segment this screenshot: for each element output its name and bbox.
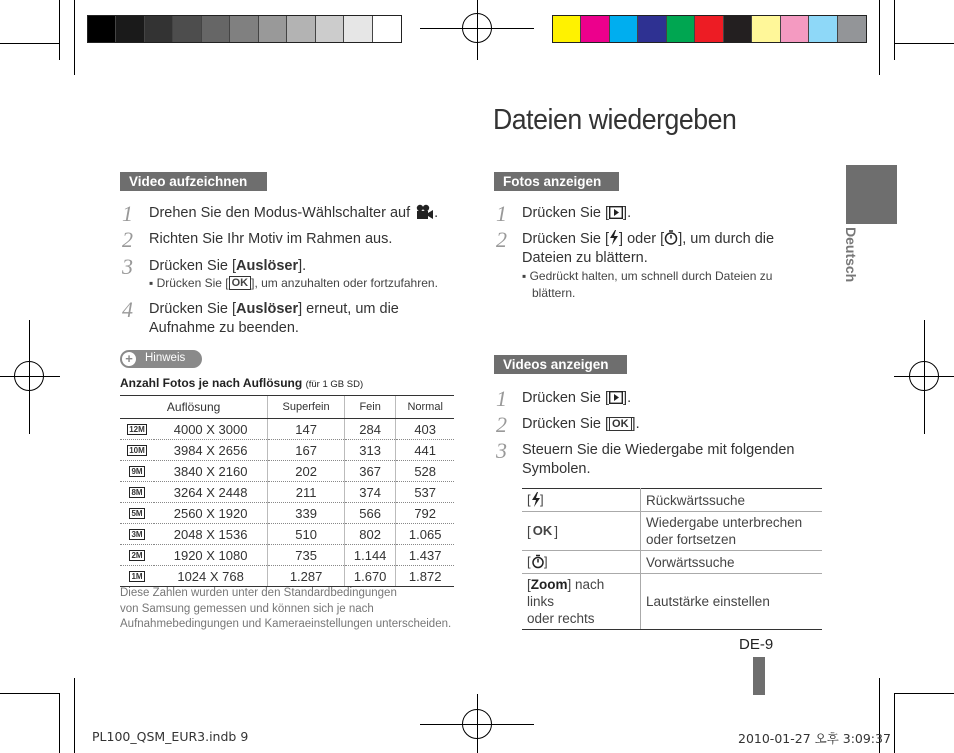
page-number: DE-9 xyxy=(739,636,774,653)
step-text: Drehen Sie den Modus-Wählschalter auf . xyxy=(149,205,439,221)
table-cell: 510 xyxy=(268,524,345,545)
table-row xyxy=(120,545,454,566)
table-cell: 147 xyxy=(268,419,345,440)
table-cell: 1024 X 768 xyxy=(154,566,268,587)
table-row xyxy=(120,524,454,545)
timer-icon xyxy=(527,554,551,569)
table-cell: 202 xyxy=(268,461,345,482)
grayscale-color-bar xyxy=(87,15,402,43)
ok-key-icon: OK xyxy=(532,522,553,538)
table-cell: 802 xyxy=(344,524,395,545)
table-cell: 1.065 xyxy=(396,524,454,545)
resolution-icon: 8M xyxy=(131,487,143,497)
table-cell: 1.872 xyxy=(396,566,454,587)
step-number: 1 xyxy=(496,201,507,226)
table-cell: 339 xyxy=(268,503,345,524)
color-swatch xyxy=(610,16,638,42)
flash-icon xyxy=(609,230,619,245)
table-cell: 3984 X 2656 xyxy=(154,440,268,461)
timer-icon xyxy=(664,230,678,245)
color-swatch xyxy=(553,16,581,42)
resolution-icon: 5M xyxy=(131,508,143,518)
resolution-icon-cell xyxy=(120,503,154,524)
play-key-icon xyxy=(609,391,623,404)
resolution-icon: 3M xyxy=(131,529,143,539)
gray-swatch xyxy=(230,16,258,42)
color-swatch xyxy=(581,16,609,42)
table-cell: 441 xyxy=(396,440,454,461)
step-text: Drücken Sie [ ]. xyxy=(522,390,632,406)
ok-key-icon: OK xyxy=(229,276,252,290)
gray-swatch xyxy=(316,16,344,42)
color-swatch xyxy=(667,16,695,42)
resolution-icon-cell xyxy=(120,419,154,440)
table-cell: 3840 X 2160 xyxy=(154,461,268,482)
table-cell: 735 xyxy=(268,545,345,566)
step-number: 2 xyxy=(122,227,133,252)
table-cell: 2560 X 1920 xyxy=(154,503,268,524)
resolution-icon: 2M xyxy=(131,550,143,560)
gray-swatch xyxy=(373,16,401,42)
step-text: Drücken Sie [Auslöser] erneut, um die Aufnahme zu beenden. xyxy=(149,301,399,336)
section-heading-videos: Videos anzeigen xyxy=(494,355,627,374)
resolution-icon-cell xyxy=(120,482,154,503)
language-tab-label: Deutsch xyxy=(843,227,859,283)
resolution-icon: 10M xyxy=(129,445,145,455)
table-cell: 537 xyxy=(396,482,454,503)
step-text: Richten Sie Ihr Motiv im Rahmen aus. xyxy=(149,231,393,247)
step-text: Drücken Sie [Auslöser]. xyxy=(149,258,307,274)
color-swatch xyxy=(809,16,837,42)
hint-badge: + Hinweis xyxy=(120,350,202,368)
step-number: 3 xyxy=(122,254,133,279)
table-cell: 1.144 xyxy=(344,545,395,566)
table-cell: 211 xyxy=(268,482,345,503)
step-number: 1 xyxy=(496,386,507,411)
svg-text:[: [ xyxy=(527,553,531,569)
gray-swatch xyxy=(259,16,287,42)
footer-file-info: PL100_QSM_EUR3.indb 9 xyxy=(92,729,249,744)
resolution-icon-cell xyxy=(120,545,154,566)
section-heading-video: Video aufzeichnen xyxy=(120,172,267,191)
color-swatch xyxy=(638,16,666,42)
step-number: 2 xyxy=(496,412,507,437)
svg-text:]: ] xyxy=(540,491,544,507)
table-cell: 1.287 xyxy=(268,566,345,587)
table-cell: 1920 X 1080 xyxy=(154,545,268,566)
table-cell: 313 xyxy=(344,440,395,461)
resolution-icon: 1M xyxy=(131,571,143,581)
table-row xyxy=(120,461,454,482)
step-bullet: ▪ Gedrückt halten, um schnell durch Dateien zu blättern. xyxy=(522,269,773,300)
resolution-icon: 9M xyxy=(131,466,143,476)
resolution-table: Auflösung Superfein Fein Normal 12M 4000 X 3000 147 284 403 10M 3984 X 2656 167 313 441 9M 3840 X 2160 202 367 528 8M 3264 X 2448 211 374 537 5M 2560 X 1920 339 566 792 3M 2048 X 1536 510 802 1.065 2M 1920 X 1080 735 1.144 1.437 1M 1024 X 768 1.287 1.670 1.872 xyxy=(120,395,454,587)
table-row xyxy=(120,482,454,503)
step-number: 3 xyxy=(496,438,507,463)
step-number: 1 xyxy=(122,201,133,226)
table-cell: 367 xyxy=(344,461,395,482)
table-row xyxy=(120,419,454,440)
ok-key-icon: OK xyxy=(609,417,632,431)
hint-plus-icon: + xyxy=(122,352,136,366)
step-bullet: ▪ Drücken Sie [ OK ], um anzuhalten oder fortzufahren. xyxy=(149,276,438,290)
table-row xyxy=(120,440,454,461)
table-cell: 4000 X 3000 xyxy=(154,419,268,440)
table-row xyxy=(120,566,454,587)
resolution-icon-cell xyxy=(120,524,154,545)
table-cell: 528 xyxy=(396,461,454,482)
table-cell: 374 xyxy=(344,482,395,503)
step-number: 2 xyxy=(496,227,507,252)
gray-swatch xyxy=(145,16,173,42)
color-swatch xyxy=(724,16,752,42)
table-cell: 284 xyxy=(344,419,395,440)
table-cell: 403 xyxy=(396,419,454,440)
svg-text:[: [ xyxy=(527,491,531,507)
table-footnote: Diese Zahlen wurden unter den Standardbedingungen von Samsung gemessen und können sich je nach Aufnahmebedingungen und Kameraeinstellungen unterscheiden. xyxy=(120,587,452,630)
color-swatch xyxy=(781,16,809,42)
step-text: Drücken Sie [ OK ]. xyxy=(522,416,640,432)
play-key-icon xyxy=(609,206,623,219)
table-cell: 1.670 xyxy=(344,566,395,587)
flash-icon xyxy=(527,492,545,507)
table-row: [ ] Vorwärtssuche xyxy=(522,551,822,574)
footer-timestamp: 2010-01-27 오후 3:09:37 xyxy=(738,731,891,746)
resolution-icon-cell xyxy=(120,440,154,461)
section-heading-photos: Fotos anzeigen xyxy=(494,172,619,191)
table-row: [ OK ] Wiedergabe unterbrechen oder fortsetzen xyxy=(522,512,822,551)
step-number: 4 xyxy=(122,297,133,322)
table-row: [ ] Rückwärtssuche xyxy=(522,489,822,512)
table-cell: 167 xyxy=(268,440,345,461)
playback-controls-table xyxy=(522,488,822,630)
step-text: Drücken Sie [ ]. xyxy=(522,205,632,221)
color-swatch xyxy=(838,16,866,42)
language-tab xyxy=(846,165,897,224)
gray-swatch xyxy=(344,16,372,42)
step-text: Steuern Sie die Wiedergabe mit folgenden Symbolen. xyxy=(522,442,795,477)
gray-swatch xyxy=(202,16,230,42)
resolution-icon-cell xyxy=(120,566,154,587)
table-cell: 3264 X 2448 xyxy=(154,482,268,503)
step-text: Drücken Sie [ ] oder [ ], um durch die Dateien zu blättern. xyxy=(522,231,775,266)
table-row: [Zoom] nach links oder rechts Lautstärke einstellen xyxy=(522,574,822,630)
table-cell: 566 xyxy=(344,503,395,524)
gray-swatch xyxy=(173,16,201,42)
gray-swatch xyxy=(88,16,116,42)
movie-camera-icon xyxy=(414,204,434,220)
table-cell: 2048 X 1536 xyxy=(154,524,268,545)
process-color-bar xyxy=(552,15,867,43)
table-row xyxy=(120,503,454,524)
page-marker-bar xyxy=(753,657,765,695)
table-cell: 1.437 xyxy=(396,545,454,566)
resolution-icon: 12M xyxy=(129,424,145,434)
gray-swatch xyxy=(116,16,144,42)
page-title: Dateien wiedergeben xyxy=(493,104,737,136)
color-swatch xyxy=(752,16,780,42)
gray-swatch xyxy=(287,16,315,42)
color-swatch xyxy=(695,16,723,42)
resolution-icon-cell xyxy=(120,461,154,482)
svg-text:]: ] xyxy=(544,553,548,569)
table-cell: 792 xyxy=(396,503,454,524)
table-caption: Anzahl Fotos je nach Auflösung (für 1 GB SD) xyxy=(120,376,364,390)
